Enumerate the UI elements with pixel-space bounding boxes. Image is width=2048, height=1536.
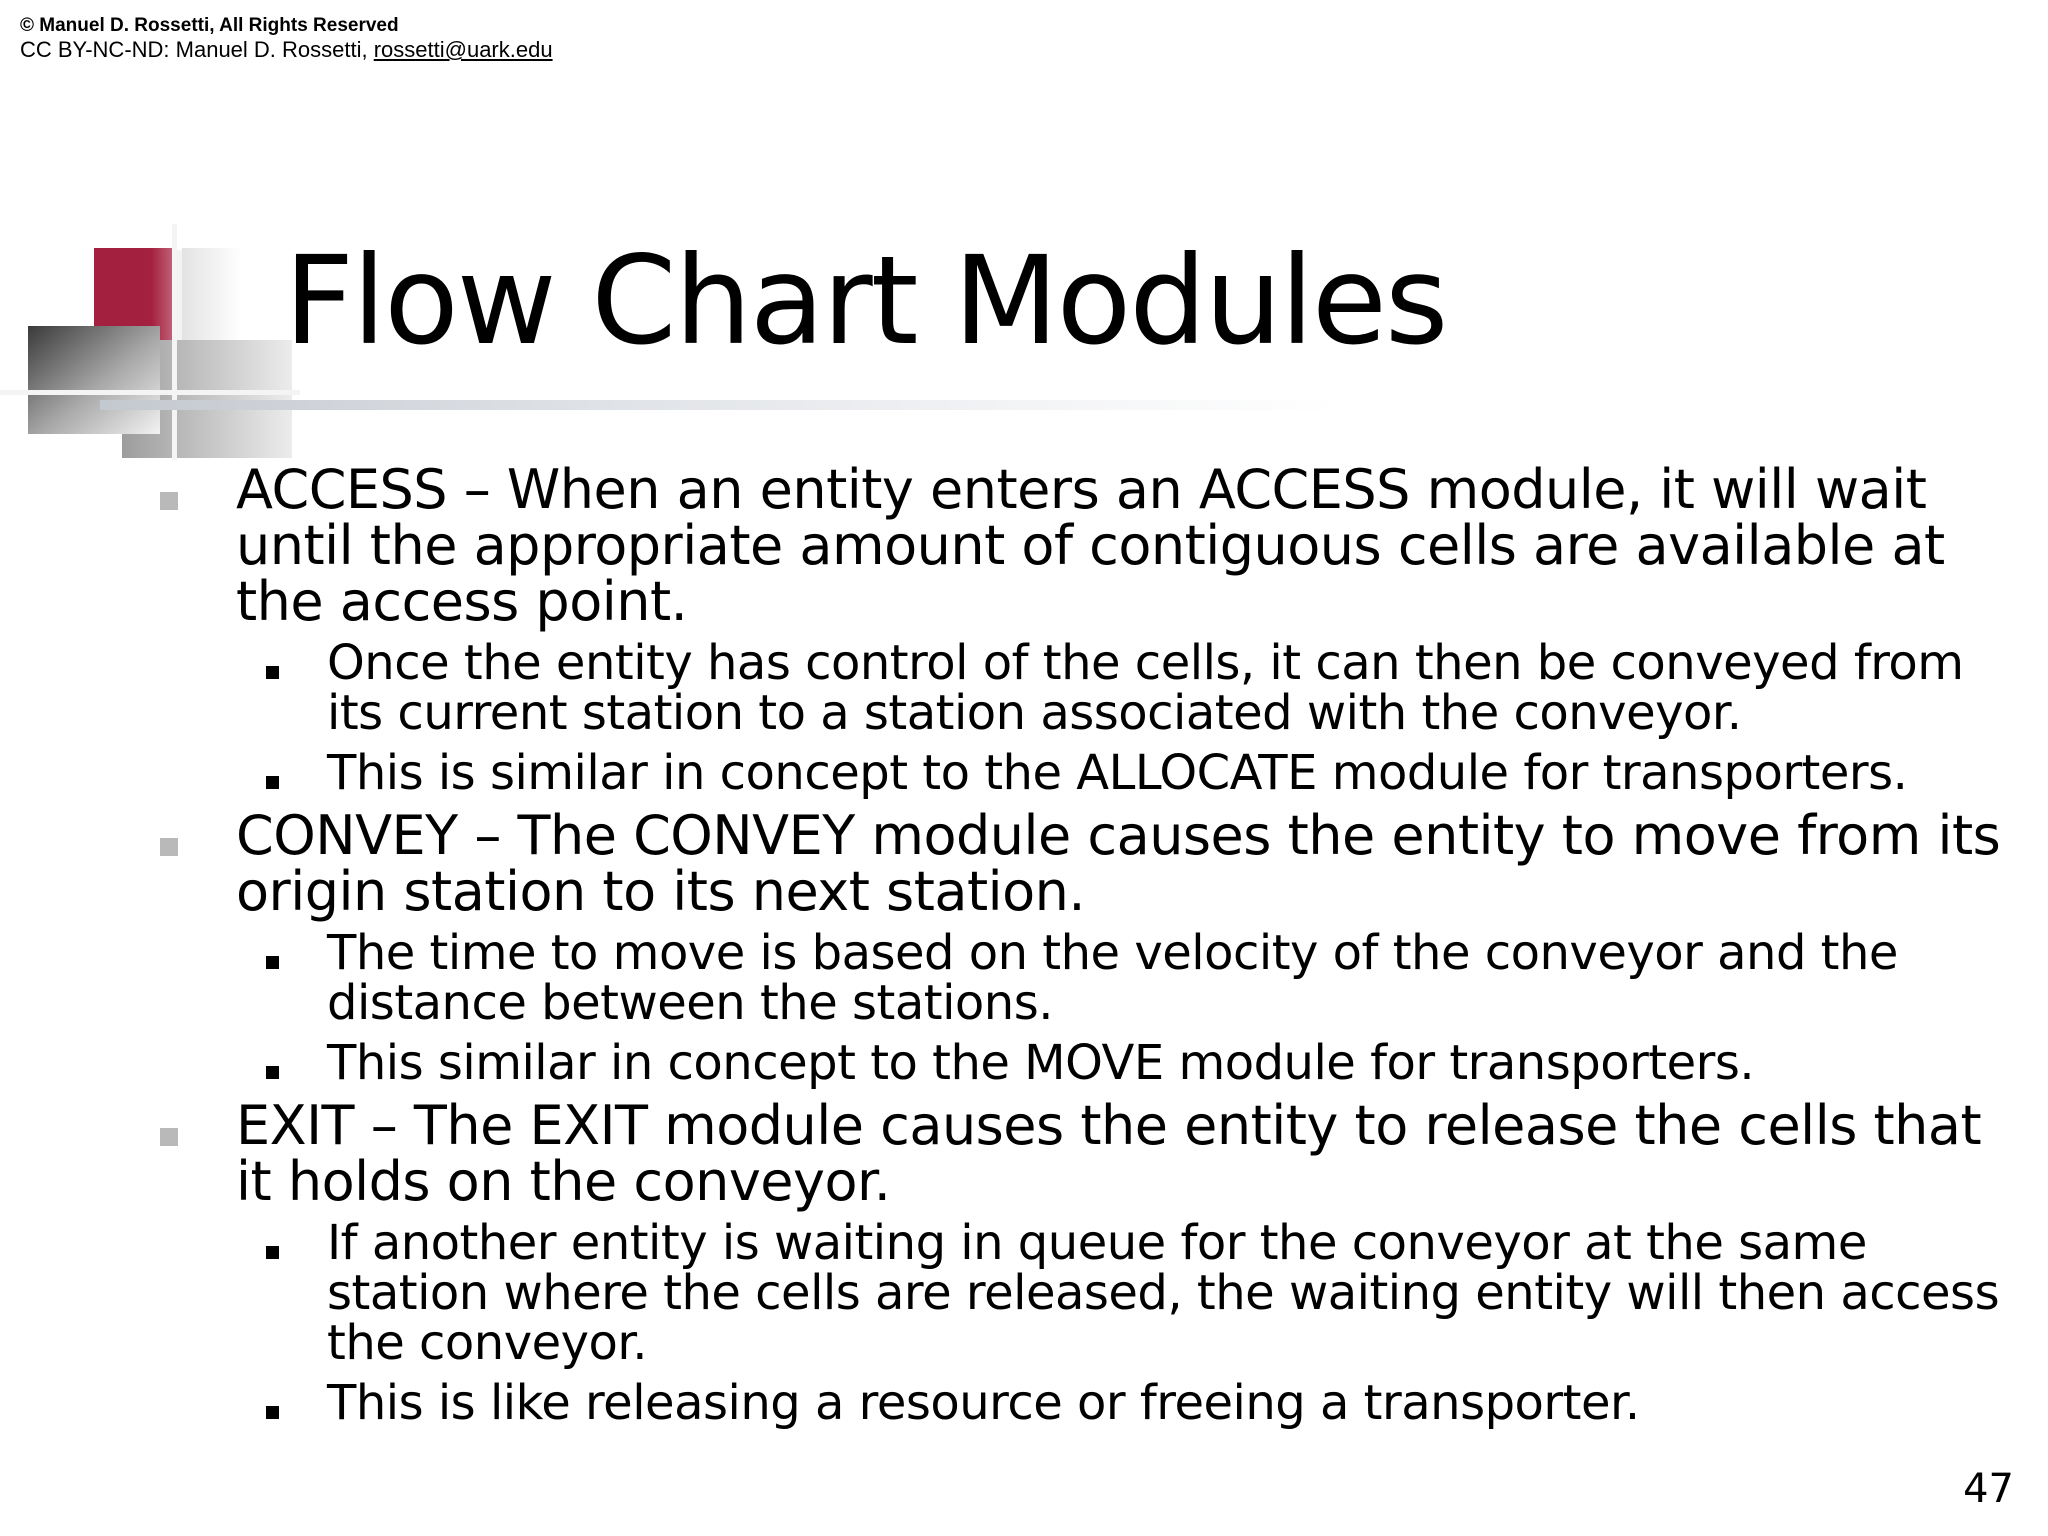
slide-content — [0, 458, 2048, 1438]
copyright-line: © Manuel D. Rossetti, All Rights Reserved — [20, 15, 399, 36]
sub-bullet — [327, 635, 2027, 741]
slide-title: Flow Chart Modules — [284, 230, 1447, 372]
sub-bullet-text: This similar in concept to the MOVE module for transporters. — [327, 1035, 1755, 1091]
sub-bullet-square-icon — [266, 666, 279, 679]
page-number: 47 — [1963, 1466, 2014, 1512]
sub-bullet-square-icon — [266, 1406, 279, 1419]
sub-bullet-square-icon — [266, 1066, 279, 1079]
sub-bullet-text: Once the entity has control of the cells, it can then be conveyed from its current station to a station associated with the conveyor. — [327, 635, 1964, 741]
sub-bullet-square-icon — [266, 956, 279, 969]
sub-bullet-square-icon — [266, 1246, 279, 1259]
license-line — [20, 38, 553, 62]
sub-bullet — [327, 1375, 2027, 1431]
sub-bullet — [327, 1215, 2027, 1371]
sub-bullet — [327, 745, 2027, 801]
bullet-square-icon — [160, 838, 178, 856]
sub-bullet-text: If another entity is waiting in queue for the conveyor at the same station where the cells are released, the waiting entity will then access the conveyor. — [327, 1215, 2000, 1371]
bullet-text: ACCESS – When an entity enters an ACCESS module, it will wait until the appropriate amount of contiguous cells are available at the access point. — [236, 458, 1945, 633]
copyright-notice — [20, 14, 553, 62]
license-text: CC BY-NC-ND: Manuel D. Rossetti, — [20, 37, 374, 62]
sub-bullet — [327, 1035, 2027, 1091]
bullet-exit — [236, 1094, 2026, 1213]
bullet-text: CONVEY – The CONVEY module causes the entity to move from its origin station to its next station. — [236, 804, 2001, 923]
bullet-access — [236, 458, 2026, 633]
sub-bullet-text: The time to move is based on the velocity of the conveyor and the distance between the stations. — [327, 925, 1898, 1031]
bullet-convey — [236, 804, 2026, 923]
bullet-square-icon — [160, 1128, 178, 1146]
title-underline — [100, 400, 1340, 410]
bullet-square-icon — [160, 492, 178, 510]
sub-bullet-text: This is similar in concept to the ALLOCATE module for transporters. — [327, 745, 1908, 801]
title-decoration-graphic — [0, 220, 300, 460]
sub-bullet-text: This is like releasing a resource or freeing a transporter. — [327, 1375, 1640, 1431]
bullet-text: EXIT – The EXIT module causes the entity to release the cells that it holds on the conveyor. — [236, 1094, 1982, 1213]
author-email-link[interactable]: rossetti@uark.edu — [373, 37, 553, 62]
sub-bullet-square-icon — [266, 776, 279, 789]
sub-bullet — [327, 925, 2027, 1031]
